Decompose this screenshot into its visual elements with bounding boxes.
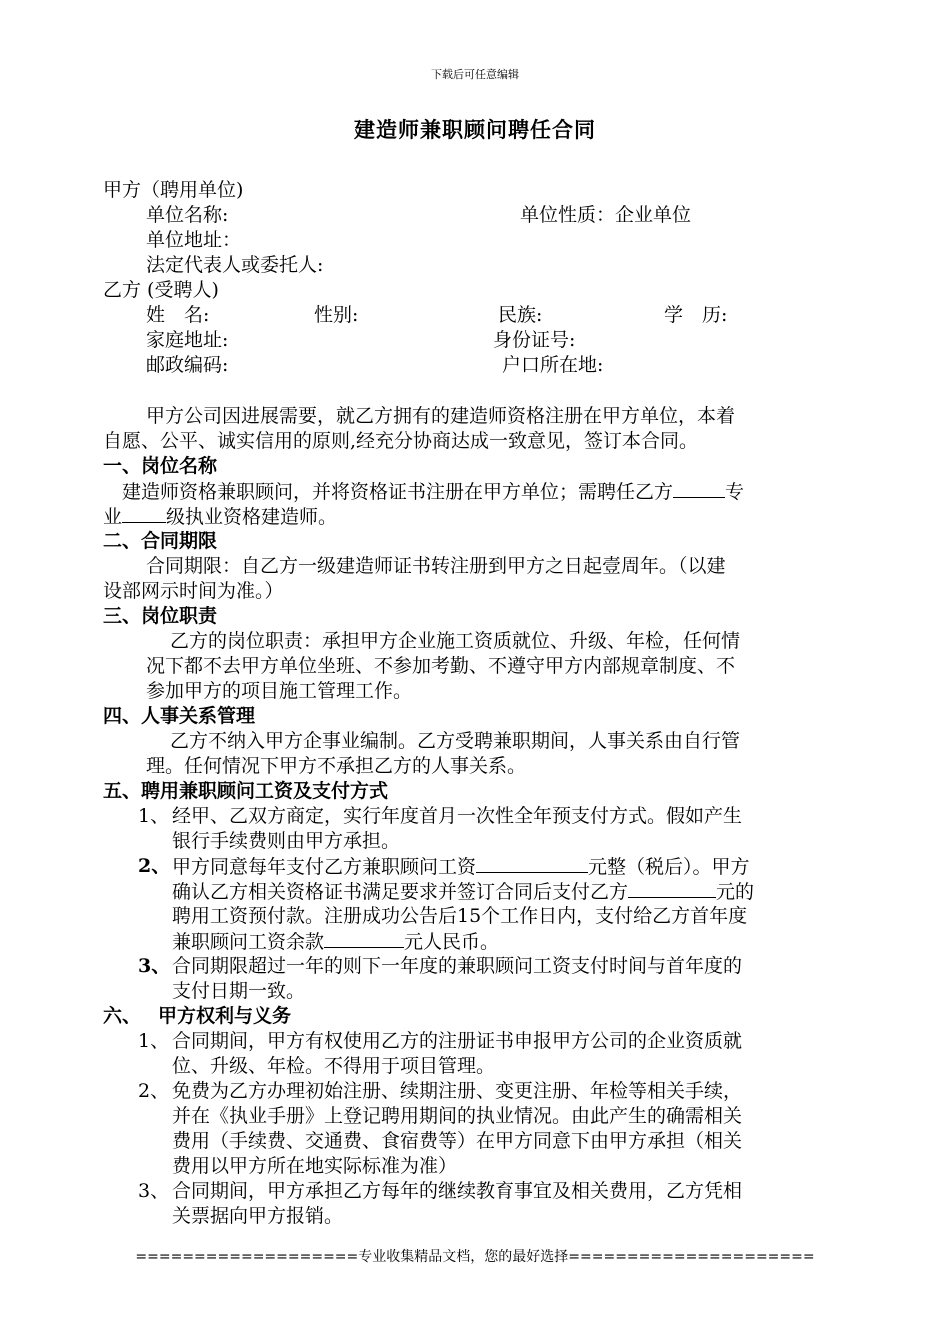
s6-item-2-line-3: 费用（手续费、交通费、食宿费等）在甲方同意下由甲方承担（相关	[172, 1130, 743, 1152]
section-2-line-1: 合同期限：自乙方一级建造师证书转注册到甲方之日起壹周年。（以建	[146, 555, 726, 577]
unit-name-label: 单位名称:	[146, 204, 229, 226]
section-3-heading: 三、岗位职责	[103, 605, 218, 627]
s6-item-2-num: 2、	[138, 1080, 170, 1102]
document-title: 建造师兼职顾问聘任合同	[354, 117, 596, 142]
section-1-line-1: 建造师资格兼职顾问，并将资格证书注册在甲方单位；需聘任乙方 专	[122, 481, 745, 503]
education-label: 学 历:	[664, 304, 728, 326]
s6-item-2-line-2: 并在《执业手册》上登记聘用期间的执业情况。由此产生的确需相关	[172, 1105, 743, 1127]
section-5-heading: 五、聘用兼职顾问工资及支付方式	[103, 780, 389, 802]
s5-item-3-line-2: 支付日期一致。	[172, 980, 306, 1002]
intro-line-2: 自愿、公平、诚实信用的原则,经充分协商达成一致意见，签订本合同。	[103, 430, 699, 452]
s6-item-1-line-1: 合同期间，甲方有权使用乙方的注册证书申报甲方公司的企业资质就	[172, 1030, 743, 1052]
home-address-label: 家庭地址:	[146, 329, 229, 351]
s5-item-2-line-1: 甲方同意每年支付乙方兼职顾问工资 元整（税后）。甲方	[172, 856, 750, 878]
s5-item-1-line-2: 银行手续费则由甲方承担。	[172, 830, 401, 852]
grade-blank	[122, 504, 166, 523]
party-a-heading: 甲方（聘用单位)	[103, 179, 244, 201]
s6-item-1-num: 1、	[138, 1030, 170, 1052]
section-4-line-2: 理。任何情况下甲方不承担乙方的人事关系。	[146, 755, 527, 777]
unit-nature-label: 单位性质：企业单位	[520, 204, 692, 226]
s5-item-1-num: 1、	[138, 805, 170, 827]
s5-item-2-line-4: 兼职顾问工资余款 元人民币。	[172, 931, 500, 953]
section-3-line-3: 参加甲方的项目施工管理工作。	[146, 680, 413, 702]
section-2-heading: 二、合同期限	[103, 530, 218, 552]
s6-item-3-num: 3、	[138, 1180, 170, 1202]
section-6-heading-num: 六、	[103, 1005, 142, 1027]
specialty-blank	[673, 479, 725, 498]
s6-item-1-line-2: 位、升级、年检。不得用于项目管理。	[172, 1055, 496, 1077]
name-label: 姓 名:	[146, 304, 210, 326]
page-footer: ===================专业收集精品文档，您的最好选择=====================	[135, 1249, 815, 1265]
section-2-line-2: 设部网示时间为准。）	[103, 580, 284, 602]
intro-line-1: 甲方公司因进展需要，就乙方拥有的建造师资格注册在甲方单位，本着	[146, 405, 736, 427]
id-number-label: 身份证号:	[493, 329, 576, 351]
s5-item-1-line-1: 经甲、乙双方商定，实行年度首月一次性全年预支付方式。假如产生	[172, 805, 743, 827]
hukou-label: 户口所在地:	[502, 354, 604, 376]
ethnicity-label: 民族:	[498, 304, 543, 326]
s6-item-2-line-4: 费用以甲方所在地实际标准为准）	[172, 1155, 458, 1177]
section-4-line-1: 乙方不纳入甲方企事业编制。乙方受聘兼职期间，人事关系由自行管	[170, 730, 741, 752]
unit-address-label: 单位地址：	[146, 229, 242, 251]
s5-item-2-line-2: 确认乙方相关资格证书满足要求并签订合同后支付乙方 元的	[172, 881, 755, 903]
s6-item-2-line-1: 免费为乙方办理初始注册、续期注册、变更注册、年检等相关手续，	[172, 1080, 743, 1102]
balance-blank	[324, 929, 404, 948]
section-3-line-1: 乙方的岗位职责：承担甲方企业施工资质就位、升级、年检，任何情	[170, 630, 741, 652]
s5-item-3-num: 3、	[138, 955, 171, 977]
s6-item-3-line-2: 关票据向甲方报销。	[172, 1205, 344, 1227]
prepayment-blank	[628, 879, 716, 898]
s6-item-3-line-1: 合同期间，甲方承担乙方每年的继续教育事宜及相关费用，乙方凭相	[172, 1180, 743, 1202]
legal-rep-label: 法定代表人或委托人:	[146, 254, 324, 276]
gender-label: 性别:	[314, 304, 359, 326]
section-3-line-2: 况下都不去甲方单位坐班、不参加考勤、不遵守甲方内部规章制度、不	[146, 655, 736, 677]
s5-item-2-num: 2、	[138, 855, 171, 877]
section-6-heading: 甲方权利与义务	[158, 1005, 292, 1027]
salary-blank	[476, 854, 588, 873]
postal-code-label: 邮政编码:	[146, 354, 229, 376]
s5-item-3-line-1: 合同期限超过一年的则下一年度的兼职顾问工资支付时间与首年度的	[172, 955, 743, 977]
party-b-heading: 乙方 (受聘人)	[103, 279, 219, 301]
section-1-line-2: 业 级执业资格建造师。	[103, 506, 338, 528]
s5-item-2-line-3: 聘用工资预付款。注册成功公告后15个工作日内，支付给乙方首年度	[172, 905, 748, 927]
section-4-heading: 四、人事关系管理	[103, 705, 256, 727]
section-1-heading: 一、岗位名称	[103, 455, 218, 477]
page-header: 下载后可任意编辑	[431, 68, 519, 81]
